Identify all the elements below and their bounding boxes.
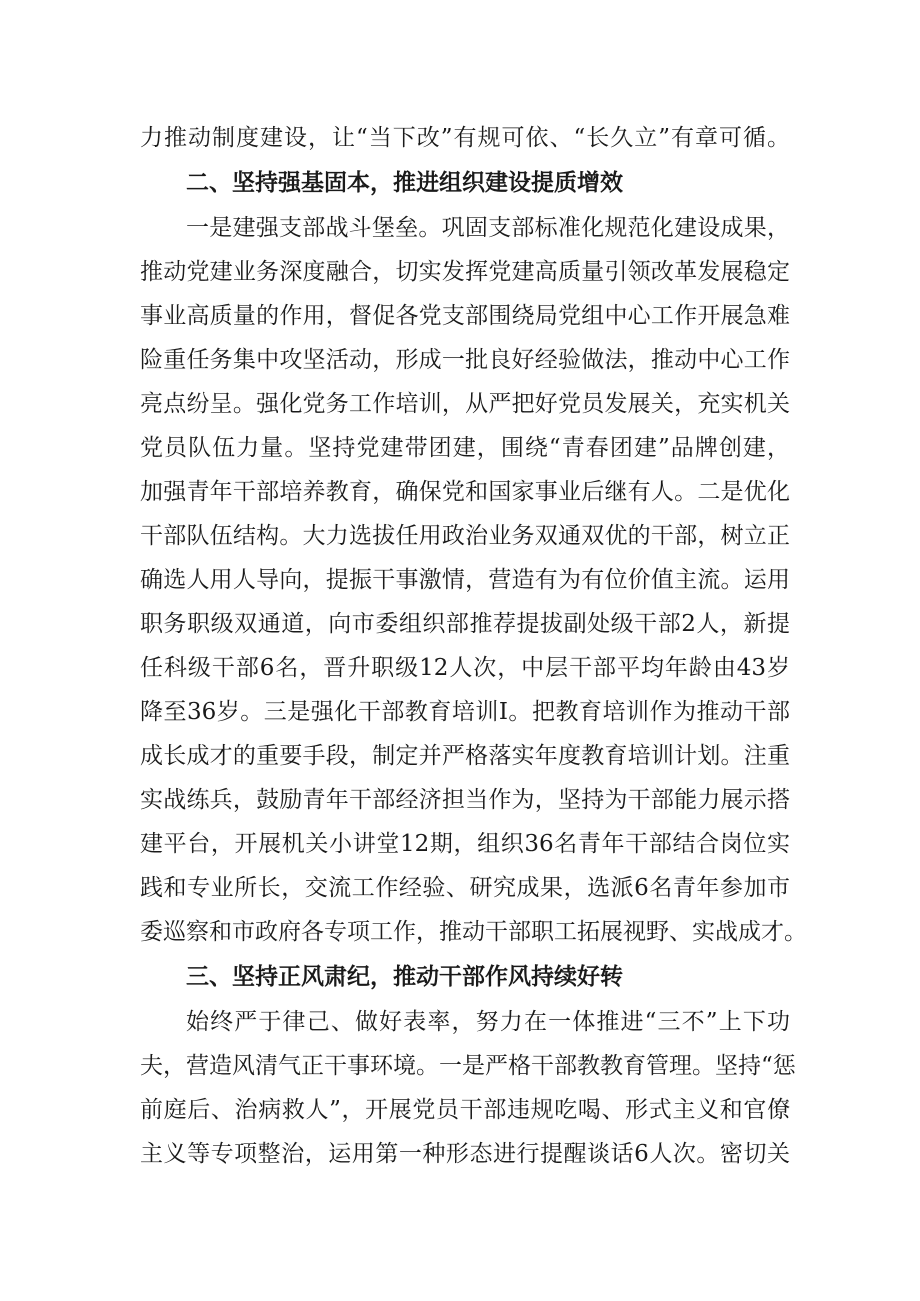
paragraph-line: 前庭后、治病救人”，开展党员干部违规吃喝、形式主义和官僚 bbox=[140, 1097, 790, 1123]
paragraph-line: 干部队伍结构。大力选拔任用政治业务双通双优的干部，树立正 bbox=[140, 523, 790, 549]
paragraph-line: 夫，营造风清气正干事环境。一是严格干部教教育管理。坚持“惩 bbox=[140, 1053, 796, 1079]
section-heading-2: 二、坚持强基固本，推进组织建设提质增效 bbox=[186, 170, 623, 196]
paragraph-line: 党员队伍力量。坚持党建带团建，围绕“青春团建”品牌创建， bbox=[140, 435, 790, 461]
paragraph-line: 险重任务集中攻坚活动，形成一批良好经验做法，推动中心工作 bbox=[140, 347, 790, 373]
paragraph-line: 力推动制度建设，让“当下改”有规可依、“长久立”有章可循。 bbox=[140, 125, 790, 151]
paragraph-line: 实战练兵，鼓励青年干部经济担当作为，坚持为干部能力展示搭 bbox=[140, 787, 790, 813]
paragraph-line: 一是建强支部战斗堡垒。巩固支部标准化规范化建设成果， bbox=[186, 215, 790, 241]
paragraph-line: 加强青年干部培养教育，确保党和国家事业后继有人。二是优化 bbox=[140, 479, 790, 505]
paragraph-line: 委巡察和市政府各专项工作，推动干部职工拓展视野、实战成才。 bbox=[140, 919, 807, 945]
paragraph-line: 始终严于律己、做好表率，努力在一体推进“三不”上下功 bbox=[186, 1009, 790, 1035]
section-heading-3: 三、坚持正风肃纪，推动干部作风持续好转 bbox=[186, 964, 623, 990]
paragraph-line: 事业高质量的作用，督促各党支部围绕局党组中心工作开展急难 bbox=[140, 303, 790, 329]
paragraph-line: 建平台，开展机关小讲堂12期，组织36名青年干部结合岗位实 bbox=[140, 831, 790, 857]
paragraph-line: 职务职级双通道，向市委组织部推荐提拔副处级干部2人，新提 bbox=[140, 611, 790, 637]
paragraph-line: 主义等专项整治，运用第一种形态进行提醒谈话6人次。密切关 bbox=[140, 1141, 790, 1167]
paragraph-line: 践和专业所长，交流工作经验、研究成果，选派6名青年参加市 bbox=[140, 875, 790, 901]
paragraph-line: 成长成才的重要手段，制定并严格落实年度教育培训计划。注重 bbox=[140, 743, 790, 769]
paragraph-line: 确选人用人导向，提振干事激情，营造有为有位价值主流。运用 bbox=[140, 567, 790, 593]
paragraph-line: 亮点纷呈。强化党务工作培训，从严把好党员发展关，充实机关 bbox=[140, 391, 790, 417]
paragraph-line: 降至36岁。三是强化干部教育培训I。把教育培训作为推动干部 bbox=[140, 699, 790, 725]
paragraph-line: 任科级干部6名，晋升职级12人次，中层干部平均年龄由43岁 bbox=[140, 655, 790, 681]
paragraph-line: 推动党建业务深度融合，切实发挥党建高质量引领改革发展稳定 bbox=[140, 259, 790, 285]
